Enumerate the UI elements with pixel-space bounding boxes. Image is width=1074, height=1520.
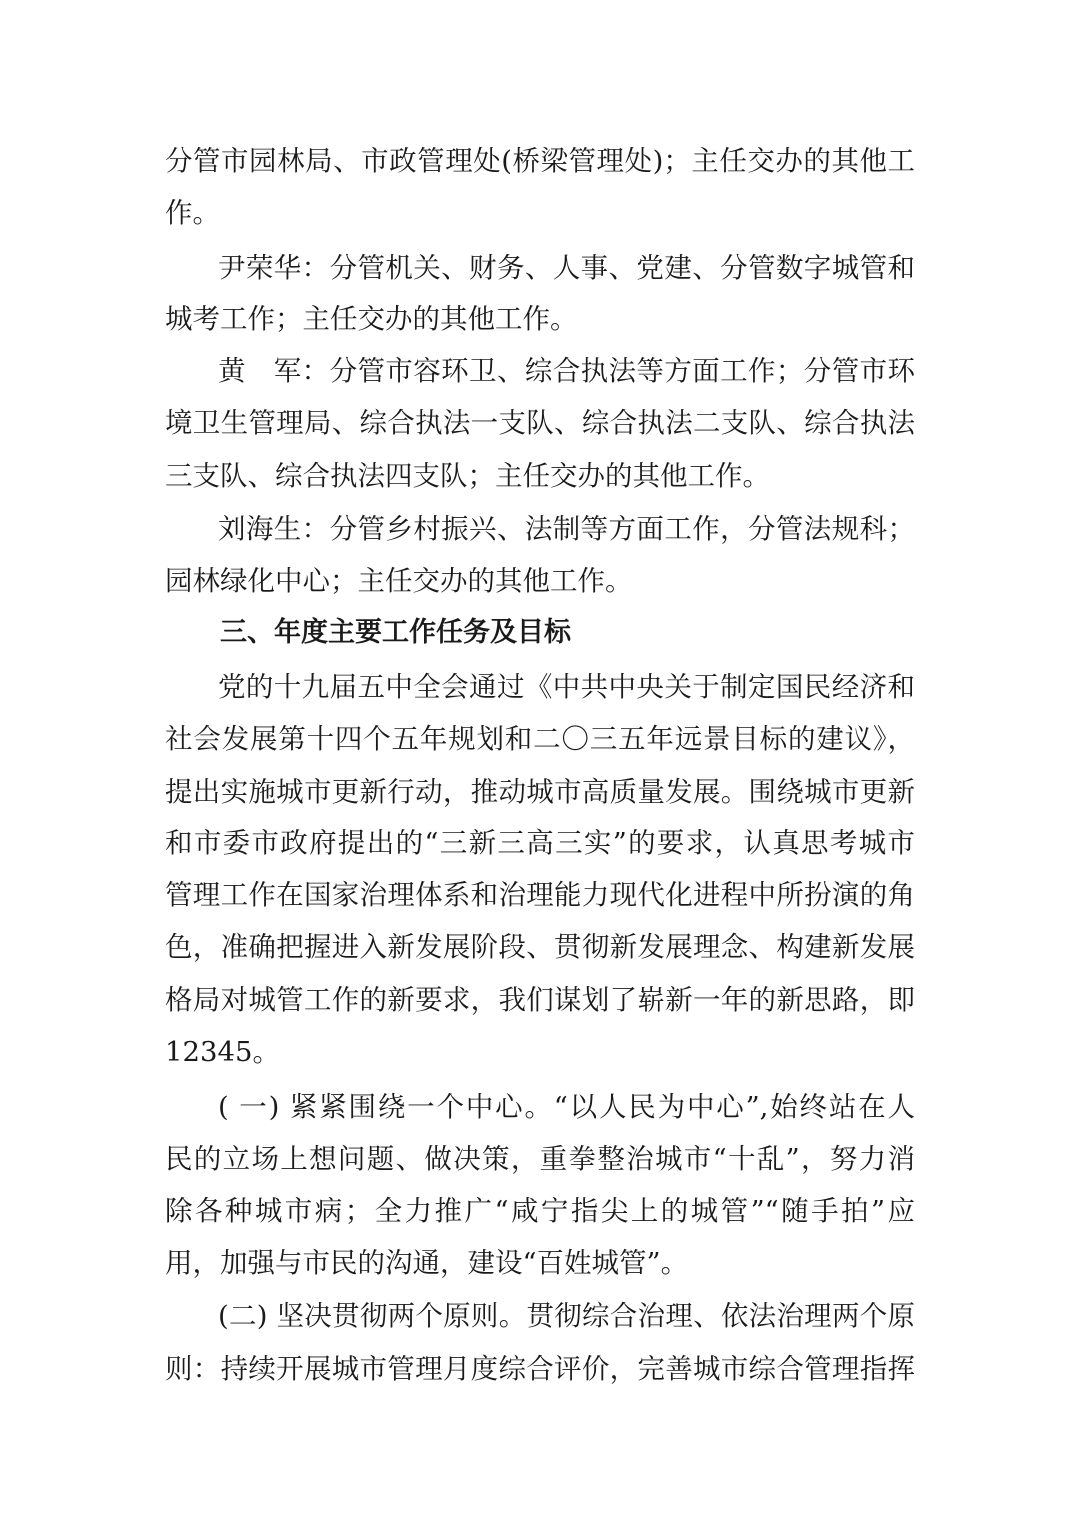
- text-line: 管理工作在国家治理体系和治理能力现代化进程中所扮演的角: [165, 879, 915, 911]
- text-line: 和市委市政府提出的“三新三高三实”的要求，认真思考城市: [165, 827, 915, 859]
- text-line: 民的立场上想问题、做决策，重拳整治城市“十乱”，努力消: [165, 1143, 915, 1175]
- text-line: 分管市园林局、市政管理处(桥梁管理处)；主任交办的其他工: [165, 145, 915, 177]
- text-line: 用，加强与市民的沟通，建设“百姓城管”。: [165, 1247, 689, 1279]
- text-line: 则：持续开展城市管理月度综合评价，完善城市综合管理指挥: [165, 1353, 915, 1385]
- text-line: 色，准确把握进入新发展阶段、贯彻新发展理念、构建新发展: [165, 931, 915, 963]
- text-line: 城考工作；主任交办的其他工作。: [165, 303, 578, 335]
- text-line: 格局对城管工作的新要求，我们谋划了崭新一年的新思路，即: [165, 984, 915, 1016]
- text-line: 境卫生管理局、综合执法一支队、综合执法二支队、综合执法: [165, 407, 915, 439]
- text-line: 作。: [165, 197, 220, 229]
- section-heading: 三、年度主要工作任务及目标: [220, 617, 571, 648]
- text-line: 刘海生：分管乡村振兴、法制等方面工作，分管法规科；: [218, 513, 915, 545]
- text-line: 除各种城市病；全力推广“咸宁指尖上的城管”“随手拍”应: [165, 1195, 915, 1227]
- text-line: 提出实施城市更新行动，推动城市高质量发展。围绕城市更新: [165, 776, 915, 808]
- text-line: 社会发展第十四个五年规划和二〇三五年远景目标的建议》，: [165, 723, 915, 755]
- text-line: 党的十九届五中全会通过《中共中央关于制定国民经济和: [218, 671, 915, 703]
- text-line: 园林绿化中心；主任交办的其他工作。: [165, 565, 633, 597]
- text-line: ( 一) 紧紧围绕一个中心。“以人民为中心”,始终站在人: [218, 1091, 915, 1123]
- text-line: (二) 坚决贯彻两个原则。贯彻综合治理、依法治理两个原: [218, 1300, 915, 1332]
- text-line: 12345。: [165, 1036, 280, 1068]
- text-line: 黄 军：分管市容环卫、综合执法等方面工作；分管市环: [218, 355, 915, 387]
- text-line: 三支队、综合执法四支队；主任交办的其他工作。: [165, 460, 770, 492]
- text-line: 尹荣华：分管机关、财务、人事、党建、分管数字城管和: [218, 252, 915, 284]
